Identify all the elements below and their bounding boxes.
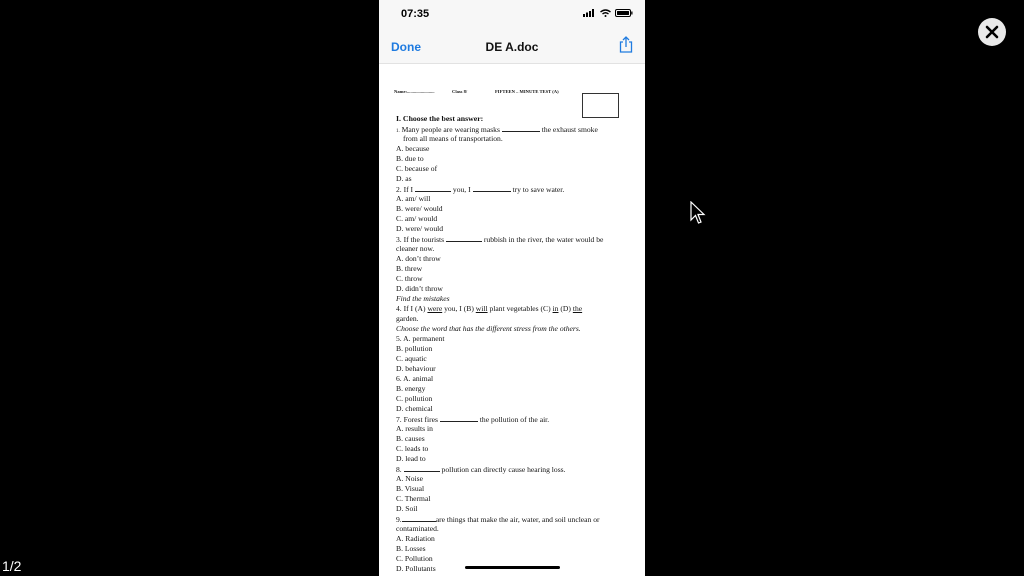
q3-continuation: cleaner now. [396, 244, 435, 253]
q9-option-d: D. Pollutants [396, 564, 436, 573]
answer-blank [473, 184, 511, 192]
q3-option-b: B. threw [396, 264, 423, 273]
q6-option-d: D. chemical [396, 404, 433, 413]
q1-option-c: C. because of [396, 164, 438, 173]
close-icon [985, 25, 999, 39]
q3-option-c: C. throw [396, 274, 423, 283]
close-viewer-button[interactable] [978, 18, 1006, 46]
q7-option-b: B. causes [396, 434, 425, 443]
answer-blank [415, 184, 451, 192]
test-title: FIFTEEN – MINUTE TEST (A) [495, 89, 559, 94]
q6-option-b: B. energy [396, 384, 426, 393]
question-list [396, 114, 636, 574]
q4-underlined-d: the [572, 304, 583, 313]
q8-option-a: A. Noise [396, 474, 423, 483]
home-indicator[interactable] [465, 566, 560, 569]
q3-option-a: A. don’t throw [396, 254, 441, 263]
question-7 [396, 414, 636, 424]
document-page[interactable] [379, 64, 645, 576]
q4-underlined-c: in [552, 304, 559, 313]
q7-option-c: C. leads to [396, 444, 429, 453]
find-mistakes-heading: Find the mistakes [396, 294, 450, 303]
answer-blank [502, 124, 540, 132]
signal-icon [583, 9, 596, 17]
q1-option-a: A. because [396, 144, 430, 153]
question-4 [396, 304, 636, 314]
q2-option-d: D. were/ would [396, 224, 444, 233]
q4-text: 4. If I (A) [396, 304, 426, 313]
q8-text: pollution can directly cause hearing loss. [441, 465, 566, 474]
q5-option-d: D. behaviour [396, 364, 436, 373]
question-3 [396, 234, 636, 244]
q4-text-c: plant vegetables (C) [489, 304, 551, 313]
q4-continuation: garden. [396, 314, 419, 323]
done-button[interactable]: Done [391, 40, 421, 54]
q7-text: 7. Forest fires [396, 415, 438, 424]
phone-screen [379, 0, 645, 576]
q1-option-d: D. as [396, 174, 412, 183]
share-button[interactable] [619, 36, 633, 58]
answer-blank [440, 414, 478, 422]
q2-option-c: C. am/ would [396, 214, 438, 223]
q3-text-end: rubbish in the river, the water would be [483, 235, 604, 244]
question-1 [396, 124, 636, 134]
mouse-pointer-icon [690, 201, 706, 225]
status-time: 07:35 [401, 8, 430, 20]
q2-text-end: try to save water. [512, 185, 565, 194]
q9-option-c: C. Pollution [396, 554, 433, 563]
share-icon [619, 36, 633, 53]
section-heading: I. Choose the best answer: [396, 114, 484, 123]
q2-option-b: B. were/ would [396, 204, 443, 213]
q2-text-mid: you, I [452, 185, 471, 194]
q9-text: are things that make the air, water, and soil unclean or [435, 515, 600, 524]
q1-option-b: B. due to [396, 154, 424, 163]
question-2 [396, 184, 636, 194]
page-counter: 1/2 [2, 558, 22, 574]
nav-bar [379, 30, 645, 64]
q4-text-d: (D) [560, 304, 571, 313]
q8-number: 8. [396, 465, 402, 474]
question-8 [396, 464, 636, 474]
q6-option-c: C. pollution [396, 394, 433, 403]
q7-option-a: A. results in [396, 424, 433, 433]
q9-option-a: A. Radiation [396, 534, 435, 543]
wifi-icon [600, 9, 611, 17]
q1-number: 1. [396, 129, 400, 134]
document-title: DE A.doc [485, 40, 539, 54]
class-field: Class 8/ [452, 89, 468, 94]
q9-option-b: B. Losses [396, 544, 426, 553]
q1-text-end: the exhaust smoke [541, 125, 598, 134]
q7-text-end: the pollution of the air. [479, 415, 550, 424]
stress-instruction: Choose the word that has the different stress from the others. [396, 324, 581, 333]
q5-option-b: B. pollution [396, 344, 433, 353]
battery-icon [615, 9, 633, 17]
q8-option-d: D. Soil [396, 504, 418, 513]
q3-text: 3. If the tourists [396, 235, 445, 244]
q1-continuation: from all means of transportation. [403, 134, 503, 143]
status-icons [583, 9, 633, 17]
q4-underlined-b: will [475, 304, 488, 313]
q3-option-d: D. didn’t throw [396, 284, 443, 293]
q5-option-a: 5. A. permanent [396, 334, 445, 343]
q9-continuation: contaminated. [396, 524, 439, 533]
q7-option-d: D. lead to [396, 454, 426, 463]
name-field: Name:........................ [394, 89, 435, 94]
q4-text-b: you, I (B) [444, 304, 474, 313]
answer-blank [446, 234, 482, 242]
q2-text: 2. If I [396, 185, 414, 194]
answer-blank [402, 514, 436, 522]
status-bar [379, 0, 645, 30]
q8-option-b: B. Visual [396, 484, 425, 493]
answer-blank [404, 464, 440, 472]
question-9 [396, 514, 636, 524]
q8-option-c: C. Thermal [396, 494, 431, 503]
q2-option-a: A. am/ will [396, 194, 431, 203]
q5-option-c: C. aquatic [396, 354, 427, 363]
q9-number: 9. [396, 515, 402, 524]
q1-text: Many people are wearing masks [401, 125, 500, 134]
q6-option-a: 6. A. animal [396, 374, 434, 383]
q4-underlined-a: were [427, 304, 443, 313]
